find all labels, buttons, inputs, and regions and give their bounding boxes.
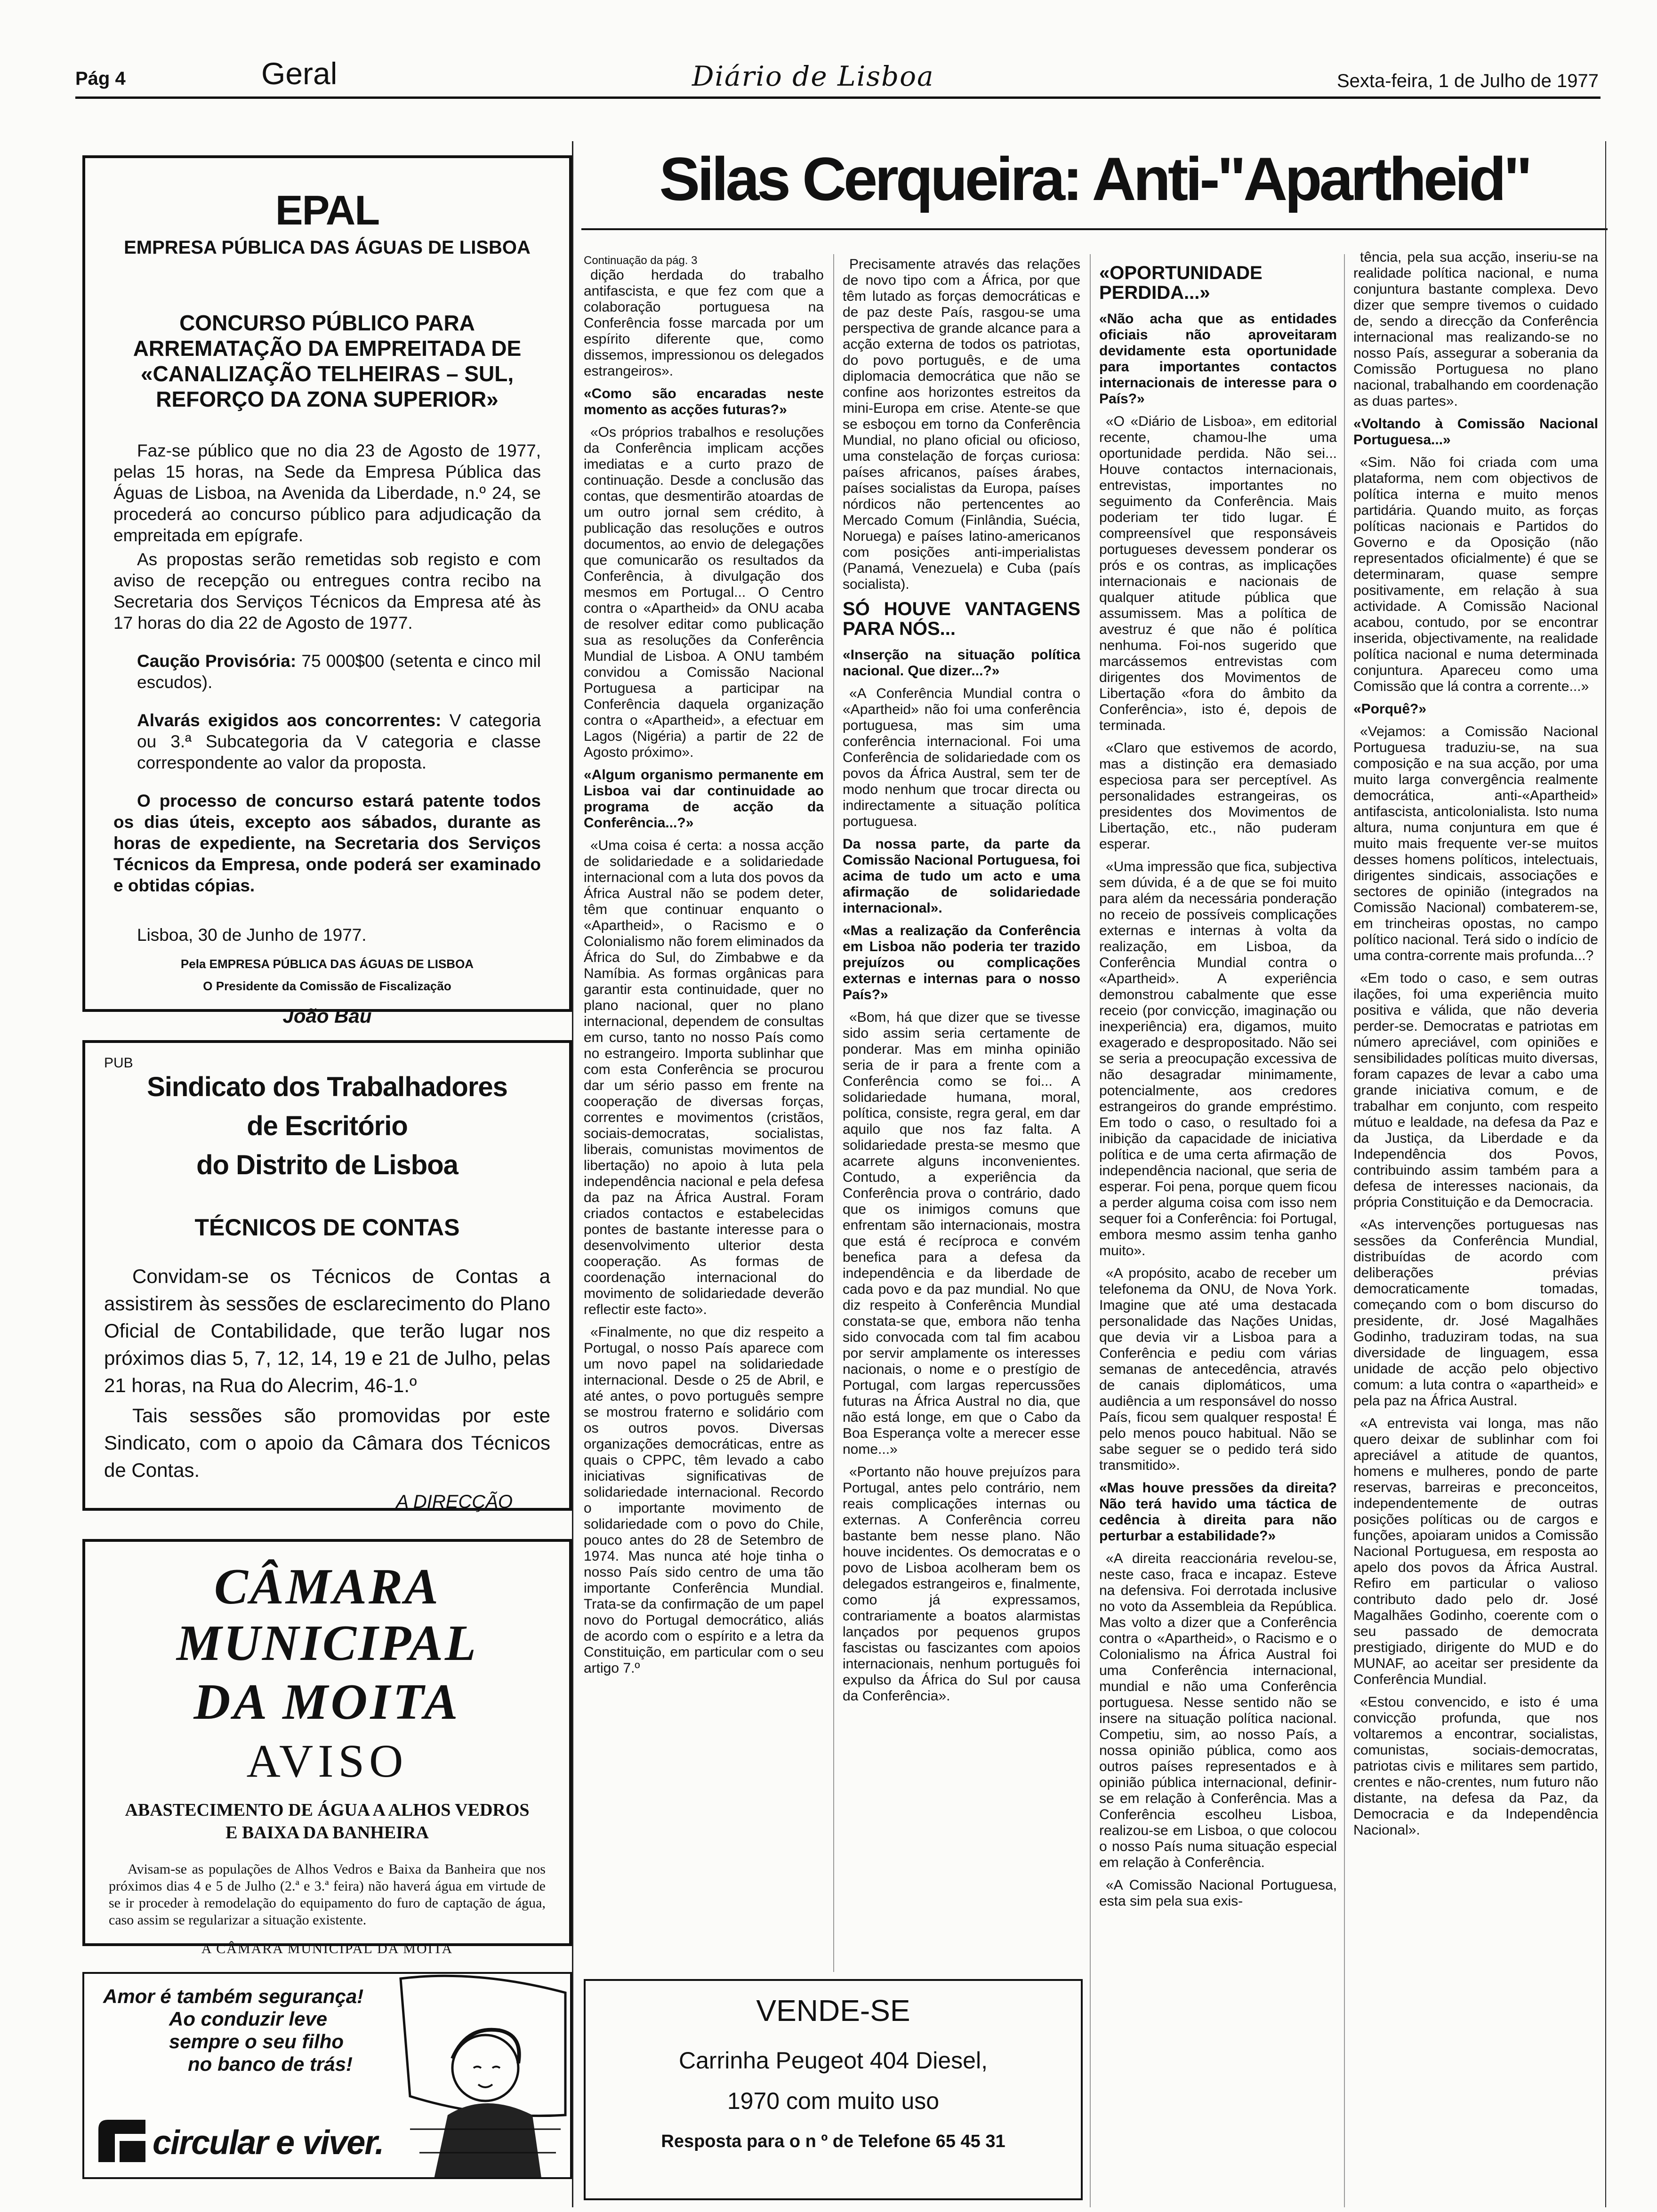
- camara-body: Avisam-se as populações de Alhos Vedros e Baixa da Banheira que nos próximos dias 4 e 5 de Julho (2.ª e 3.ª feira) não haverá água em virtude de se ir proceder à remodelação do equipamento do furo de captação de água, caso assim se regularizar a situação existente.: [109, 1861, 546, 1928]
- article-column-1: [584, 254, 824, 1977]
- sindicato-name-1: Sindicato dos Trabalhadores: [147, 1072, 507, 1102]
- section-name: Geral: [261, 56, 338, 91]
- article-paragraph: «O «Diário de Lisboa», em editorial recente, chamou-lhe uma oportunidade perdida. Não sei... Houve contactos internacionais, entrevistas, importantes no seguimento da Conferência. Mais poderiam ter tido lugar. É compreensível que responsáveis portugueses devessem ponderar os prós e os contras, as implicações internacionais e nacionais de qualquer atitude pública que assumissem. Mas a política de avestruz é que não é política nenhuma. Foi-nos sugerido que marcássemos entrevistas com dirigentes dos Movimentos de Libertação «fora do âmbito da Conferência», isto é, depois de terminada.: [1099, 414, 1337, 733]
- article-paragraph: «A Conferência Mundial contra o «Apartheid» não foi uma conferência portuguesa, mas sim uma conferência internacional. Foi uma Conferência de solidariedade com os povos da África Austral, sem ter de modo nenhum que trocar directa ou indirectamente a situação política portuguesa.: [843, 686, 1080, 829]
- article-headline: Silas Cerqueira: Anti-"Apartheid": [659, 144, 1530, 213]
- interview-question: «Mas a realização da Conferência em Lisboa não poderia ter trazido prejuízos ou complicações externas e internas para o nosso País?»: [843, 923, 1080, 1002]
- sindicato-signature: A DIRECÇÃO: [396, 1491, 513, 1512]
- child-in-car-illustration: [391, 1974, 570, 2179]
- column-3-body: [1099, 263, 1337, 1909]
- interview-question: «Algum organismo permanente em Lisboa vai dar continuidade ao programa de acção da Conferência...?»: [584, 767, 824, 831]
- child-face: [474, 2067, 500, 2087]
- camara-ad: [82, 1539, 572, 1956]
- circular-logo-icon: [94, 2115, 150, 2167]
- epal-sig1: Pela EMPRESA PÚBLICA DAS ÁGUAS DE LISBOA: [180, 957, 474, 971]
- epal-logo: EPAL: [275, 187, 379, 233]
- interview-question: «Porquê?»: [1353, 701, 1427, 717]
- column-rule-2: [1090, 254, 1091, 2207]
- article-column-3: [1099, 256, 1337, 2205]
- camara-line1: CÂMARA MUNICIPAL: [176, 1559, 478, 1671]
- car-window-frame: [401, 1976, 565, 2116]
- column-rule-right: [1605, 141, 1606, 2207]
- article-paragraph: «A propósito, acabo de receber um telefonema da ONU, de Nova York. Imagine que até uma destacada personalidade das Nações Unidas, que devia vir a Lisboa para a Conferência e pediu com várias semanas de antecedência, através de canais diplomáticos, uma audiência a um responsável do nosso País, ficou sem qualquer resposta! É pelo menos pouco habitual. Não se sabe seguer se o pedido terá sido transmitido».: [1099, 1266, 1337, 1473]
- vende-se-ad: [584, 1979, 1083, 2200]
- issue-date: Sexta-feira, 1 de Julho de 1977: [1337, 71, 1599, 91]
- article-paragraph: «Os próprios trabalhos e resoluções da Conferência implicam acções imediatas e a curto prazo de continuação. Desde a conclusão das contas, que desmentirão atoardas de um outro jornal sem crédito, à publicação das resoluções e outros documentos, ao envio de delegações que comunicarão os resultados da Conferência, à divulgação dos mesmos em Portugal... O Centro contra o «Apartheid» da ONU acaba de resolver editar como publicação sua as resoluções da Conferência Mundial de Lisboa. A ONU também convidou a Comissão Nacional Portuguesa a participar na Conferência daquela organização contra o «Apartheid», a efectuar em Lagos (Nigéria) a partir de 22 de Agosto próximo».: [584, 425, 824, 760]
- epal-caucao-value: 75 000$00 (setenta e cinco mil escudos).: [137, 651, 541, 692]
- epal-company: EMPRESA PÚBLICA DAS ÁGUAS DE LISBOA: [124, 237, 531, 258]
- pub-label: PUB: [104, 1055, 133, 1071]
- column-4-body: [1353, 249, 1598, 1838]
- page-number: Pág 4: [75, 68, 126, 89]
- article-paragraph: «Vejamos: a Comissão Nacional Portuguesa traduziu-se, na sua composição e na sua acção, por uma muito larga convergência realmente democrática, anti-«Apartheid» antifascista, anticolonialista. Isto numa altura, numa conjuntura em que é muito mais frequente ver-se muitos desses homens políticos, intelectuais, dirigentes sindicais, associações e sectores de opinião (integrados na Comissão Nacional) combaterem-se, em trincheiras opostas, no campo político nacional. Terá sido o indício de uma contra-corrente mais profunda...?: [1353, 724, 1598, 963]
- article-paragraph: dição herdada do trabalho antifascista, e que fez com que a colaboração portuguesa na Conferência fosse marcada por um espírito diferente que, como dissemos, impressionou os delegados estrangeiros».: [584, 267, 824, 379]
- article-column-2: [843, 256, 1080, 1972]
- continuation-note: Continuação da pág. 3: [584, 254, 698, 267]
- sindicato-name-2: de Escritório: [247, 1111, 408, 1141]
- epal-signature: João Bau: [282, 1005, 372, 1027]
- epal-caucao-label: Caução Provisória:: [137, 651, 297, 671]
- article-paragraph: «Uma coisa é certa: a nossa acção de solidariedade e a solidariedade internacional com a luta dos povos da África Austral não se podem deter, têm que continuar enquanto o «Apartheid», o Racismo e o Colonialismo não forem eliminados da África do Sul, do Zimbabwe e da Namíbia. As formas orgânicas para garantir esta continuidade, quer no plano nacional, quer no plano internacional, dependem de consultas em curso, tanto no nosso País como no estrangeiro. Importa sublinhar que com esta Conferência se procurou dar um sério passo em frente na cooperação de diversas forças, correntes e movimentos (cristãos, sociais-democratas, socialistas, liberais, comunistas movimentos de libertação) no apoio à luta pela independência nacional e pela defesa da paz na África Austral. Foram criados contactos e estabelecidas pontes de bastante interesse para o desenvolvimento ulterior desta cooperação. As formas de coordenação internacional do movimento de solidariedade deverão reflectir este facto».: [584, 838, 824, 1317]
- article-paragraph: «Estou convencido, e isto é uma convicção profunda, que nos voltaremos a encontrar, socialistas, comunistas, sociais-democratas, patriotas civis e militares sem partido, crentes e não-crentes, num futuro não distante, na defesa da Paz, da Democracia e da Independência Nacional».: [1353, 1694, 1598, 1838]
- article-subheading: SÓ HOUVE VANTAGENS PARA NÓS...: [843, 599, 1080, 639]
- masthead: Diário de Lisboa: [692, 60, 934, 92]
- sindicato-name-3: do Distrito de Lisboa: [196, 1150, 458, 1180]
- article-paragraph: «Uma impressão que fica, subjectiva sem dúvida, é a de que se foi muito para além da necessária ponderação no receio de possíveis complicações externas e internas à volta da realização, em Lisboa, da Conferência Mundial contra o «Apartheid». A experiência demonstrou cabalmente que esse receio (por convicção, imaginação ou inexperiência) era, digamos, muito exagerado e despropositado. Não sei se seria a preocupação excessiva de não desagradar minimamente, potencialmente, aos credores estrangeiros do grande empréstimo. Em todo o caso, o resultado foi a inibição da capacidade de iniciativa política e de uma certa afirmação de independência nacional, que seria de esperar. Foi pena, porque quem ficou a perder alguma coisa com isso nem sequer foi a Conferência: foi Portugal, embora mesmo assim tenha ganho muito».: [1099, 859, 1337, 1258]
- epal-ad: [82, 155, 572, 1027]
- interview-question: «Voltando à Comissão Nacional Portuguesa...»: [1353, 416, 1598, 448]
- circular-line1: Amor é também segurança!: [103, 1985, 364, 2007]
- interview-question: «Não acha que as entidades oficiais não aproveitaram devidamente esta oportunidade para importantes contactos internacionais de interesse para o País?»: [1099, 311, 1337, 407]
- headline-rule: [581, 228, 1608, 230]
- column-rule-3: [1344, 254, 1345, 2207]
- epal-sig2: O Presidente da Comissão de Fiscalização: [203, 979, 451, 993]
- column-1-body: [584, 267, 824, 1676]
- interview-question: «Como são encaradas neste momento as acções futuras?»: [584, 386, 824, 417]
- sindicato-p2: Tais sessões são promovidas por este Sindicato, com o apoio da Câmara dos Técnicos de Contas.: [104, 1404, 550, 1481]
- epal-alvaras-value: V categoria ou 3.ª Subcategoria da V categoria e classe correspondente ao valor da proposta.: [137, 711, 541, 772]
- circular-line3: sempre o seu filho: [169, 2030, 344, 2052]
- epal-alvaras-label: Alvarás exigidos aos concorrentes:: [137, 711, 442, 730]
- camara-signature: A CÂMARA MUNICIPAL DA MOITA: [201, 1941, 453, 1956]
- vende-title: VENDE-SE: [756, 1994, 910, 2028]
- article-subheading: «OPORTUNIDADE PERDIDA...»: [1099, 263, 1263, 303]
- epal-p2: As propostas serão remetidas sob registo e com aviso de recepção ou entregues contra recibo na Secretaria dos Serviços Técnicos da Empresa até às 17 horas do dia 22 de Agosto de 1977.: [113, 550, 541, 633]
- article-paragraph: «As intervenções portuguesas nas sessões da Conferência Mundial, distribuídas de acordo com deliberações prévias democraticamente tomadas, começando com o bom discurso do presidente, dr. José Magalhães Godinho, traduziram todas, na sua diversidade de linguagem, essa unidade de acção pelo objectivo comum: a luta contra o «apartheid» e pela paz na África Austral.: [1353, 1217, 1598, 1409]
- interview-question: «Mas houve pressões da direita? Não terá havido uma táctica de cedência à direita para não perturbar a estabilidade?»: [1099, 1480, 1337, 1544]
- camara-line2: DA MOITA: [193, 1674, 461, 1730]
- article-paragraph: «Sim. Não foi criada com uma plataforma, nem com objectivos de política interna e muito menos partidária. Quando muito, as forças políticas nacionais e Partidos do Governo e da Oposição (não representados oficialmente) é que se determinaram, quase sempre positivamente, em relação à sua actividade. A Comissão Nacional acabou, contudo, por se encontrar inserida, objectivamente, na realidade política nacional e numa determinada conjuntura. Apareceu como uma Comissão que lá contra a corrente...»: [1353, 455, 1598, 694]
- article-column-4: [1353, 249, 1598, 2205]
- epal-title: CONCURSO PÚBLICO PARA ARREMATAÇÃO DA EMPREITADA DE «CANALIZAÇÃO TELHEIRAS – SUL, REFORÇO DA ZONA SUPERIOR»: [133, 311, 522, 411]
- article-paragraph: «Em todo o caso, e sem outras ilações, foi uma experiência muito positiva e válida, que não deveria perder-se. Democratas e patriotas em número apreciável, com opiniões e sensibilidades políticas muito diversas, foram capazes de levar a cabo uma grande iniciativa comum, e de trabalhar em conjunto, com respeito mútuo e lealdade, na defesa da Paz e da Justiça, da Liberdade e da Independência dos Povos, contribuindo assim também para a defesa de interesses nacionais, da própria Constituição e da Democracia.: [1353, 970, 1598, 1210]
- article-paragraph: tência, pela sua acção, inseriu-se na realidade política nacional, e numa conjuntura bastante complexa. Devo dizer que sempre tivemos o cuidado de, sendo a direcção da Conferência internacional mas realizando-se no nosso País, assegurar a soberania da Comissão Portuguesa no plano nacional, trabalhando em coordenação as duas partes».: [1353, 249, 1598, 409]
- interview-question: «Inserção na situação política nacional. Que dizer...?»: [843, 647, 1080, 679]
- vende-line2: 1970 com muito uso: [727, 2088, 940, 2114]
- epal-place-date: Lisboa, 30 de Junho de 1977.: [137, 925, 367, 945]
- circular-line2: Ao conduzir leve: [169, 2008, 328, 2030]
- circular-slogan: circular e viver.: [153, 2124, 384, 2162]
- child-body: [434, 2103, 542, 2179]
- vende-contact: Resposta para o n º de Telefone 65 45 31: [661, 2132, 1005, 2151]
- interview-question: Da nossa parte, da parte da Comissão Nacional Portuguesa, foi acima de tudo um acto e uma afirmação de solidariedade internacional».: [843, 836, 1080, 916]
- header-rule: [75, 96, 1601, 99]
- sindicato-title: TÉCNICOS DE CONTAS: [194, 1214, 460, 1241]
- column-rule-1: [833, 254, 834, 1972]
- article-paragraph: Precisamente através das relações de novo tipo com a África, por que têm lutado as forças democráticas e de paz deste País, rasgou-se uma perspectiva de grande alcance para a acção externa de todos os patriotas, do povo português, e de uma diplomacia democrática que não se confine aos horizontes estreitos da mini-Europa em crise. Atente-se que se esboçou em torno da Conferência Mundial, no plano oficial ou oficioso, uma constelação de forças curiosa: países africanos, países árabes, países socialistas da Europa, países nórdicos não pertencentes ao Mercado Comum (Finlândia, Suécia, Noruega) e países latino-americanos com posições anti-imperialistas (Panamá, Venezuela) e Cuba (país socialista).: [843, 256, 1080, 592]
- article-paragraph: «Claro que estivemos de acordo, mas a distinção era demasiado especiosa para ser perceptível. As personalidades estrangeiras, os presidentes dos Movimentos de Libertação, etc., não puderam esperar.: [1099, 740, 1337, 852]
- circular-ad: [82, 1972, 572, 2179]
- article-paragraph: «A direita reaccionária revelou-se, neste caso, fraca e incapaz. Esteve na defensiva. Foi derrotada inclusive no voto da Assembleia da República. Mas volto a dizer que a Conferência contra o «Apartheid», o Racismo e o Colonialismo na África Austral foi uma Conferência internacional, mundial e não uma Conferência portuguesa. Nesse sentido não se insere na situação política nacional. Competiu, sim, ao nosso País, a nossa opinião pública, como aos outros países representados e à opinião pública internacional, definir-se em relação à Conferência. Mas a Conferência escolheu Lisboa, realizou-se em Lisboa, o que colocou o nosso País numa situação especial em relação à Conferência.: [1099, 1551, 1337, 1870]
- camara-subtitle: ABASTECIMENTO DE ÁGUA A ALHOS VEDROS E BAIXA DA BANHEIRA: [125, 1800, 530, 1843]
- epal-p3: O processo de concurso estará patente todos os dias úteis, excepto aos sábados, durante as horas de expediente, na Secretaria dos Serviços Técnicos da Empresa, onde poderá ser examinado e obtidas cópias.: [113, 791, 541, 895]
- sindicato-ad: [82, 1040, 572, 1511]
- sindicato-p1: Convidam-se os Técnicos de Contas a assistirem às sessões de esclarecimento do Plano Oficial de Contabilidade, que terão lugar nos próximos dias 5, 7, 12, 14, 19 e 21 de Julho, pelas 21 horas, na Rua do Alecrim, 46-1.º: [104, 1265, 550, 1396]
- article-paragraph: «Portanto não houve prejuízos para Portugal, antes pelo contrário, nem reais complicações internas ou externas. A Conferência correu bastante bem nesse plano. Não houve incidentes. Os democratas e o povo de Lisboa acolheram bem os delegados estrangeiros e, finalmente, como já expressamos, contrariamente a boatos alarmistas lançados por pequenos grupos fascistas ou fascizantes com apoios internacionais, nenhum português foi expulso da África do Sul por causa da Conferência».: [843, 1464, 1080, 1704]
- article-paragraph: «A Comissão Nacional Portuguesa, esta sim pela sua exis-: [1099, 1877, 1337, 1909]
- camara-aviso: AVISO: [246, 1735, 408, 1787]
- column-2-body: [843, 256, 1080, 1704]
- epal-p1: Faz-se público que no dia 23 de Agosto de 1977, pelas 15 horas, na Sede da Empresa Pública das Águas de Lisboa, na Avenida da Liberdade, n.º 24, se procederá ao concurso público para adjudicação da empreitada em epígrafe.: [113, 441, 541, 545]
- article-paragraph: «Bom, há que dizer que se tivesse sido assim seria certamente de ponderar. Mas em minha opinião seria de ir para a frente com a Conferência como se foi... A solidariedade humana, moral, política, consiste, regra geral, em dar aquilo que nos faz falta. A solidariedade presta-se mesmo que acarrete alguns inconvenientes. Contudo, a experiência da Conferência prova o contrário, dado que os inimigos comuns que enfrentam são internacionais, mostra que está é recíproca e convém benefica para a defesa da independência e da liberdade de cada povo e da paz mundial. No que diz respeito à Conferência Mundial constata-se que, embora não tenha sido convocada com tal fim acabou por servir amplamente os interesses nacionais, o nome e o prestígio de Portugal, com largas repercussões futuras na África Austral no dia, que não está longe, em que o Cabo da Boa Esperança volte a merecer esse nome...»: [843, 1010, 1080, 1457]
- article-paragraph: «Finalmente, no que diz respeito a Portugal, o nosso País aparece com um novo papel na solidariedade internacional. Desde o 25 de Abril, e até antes, o povo português sempre se mostrou fraterno e solidário com os outros povos. Diversas organizações democráticas, entre as quais o CPPC, têm levado a cabo iniciativas significativas de solidariedade internacional. Recordo o importante movimento de solidariedade com o povo do Chile, pouco antes do 28 de Setembro de 1974. Mas nunca até hoje tinha o nosso País sido centro de uma tão importante Conferência Mundial. Trata-se da confirmação de um papel novo do Portugal democrático, aliás de acordo com o espírito e a letra da Constituição, em particular com o seu artigo 7.º: [584, 1324, 824, 1676]
- article-paragraph: «A entrevista vai longa, mas não quero deixar de sublinhar com foi apreciável a atitude de quantos, homens e mulheres, pondo de parte reservas, barreiras e preconceitos, independentemente de outras posições políticas ou de cargos e funções, apoiaram unidos a Comissão Nacional Portuguesa, em resposta ao apelo dos povos da África Austral. Refiro em particular o valioso contributo dado pelo dr. José Magalhães Godinho, coerente com o seu passado de democrata prestigiado, dirigente do MUD e do MUNAF, ao aceitar ser presidente da Conferência Mundial.: [1353, 1416, 1598, 1687]
- vende-line1: Carrinha Peugeot 404 Diesel,: [679, 2047, 988, 2074]
- column-rule-left: [572, 141, 573, 2207]
- circular-line4: no banco de trás!: [188, 2053, 353, 2075]
